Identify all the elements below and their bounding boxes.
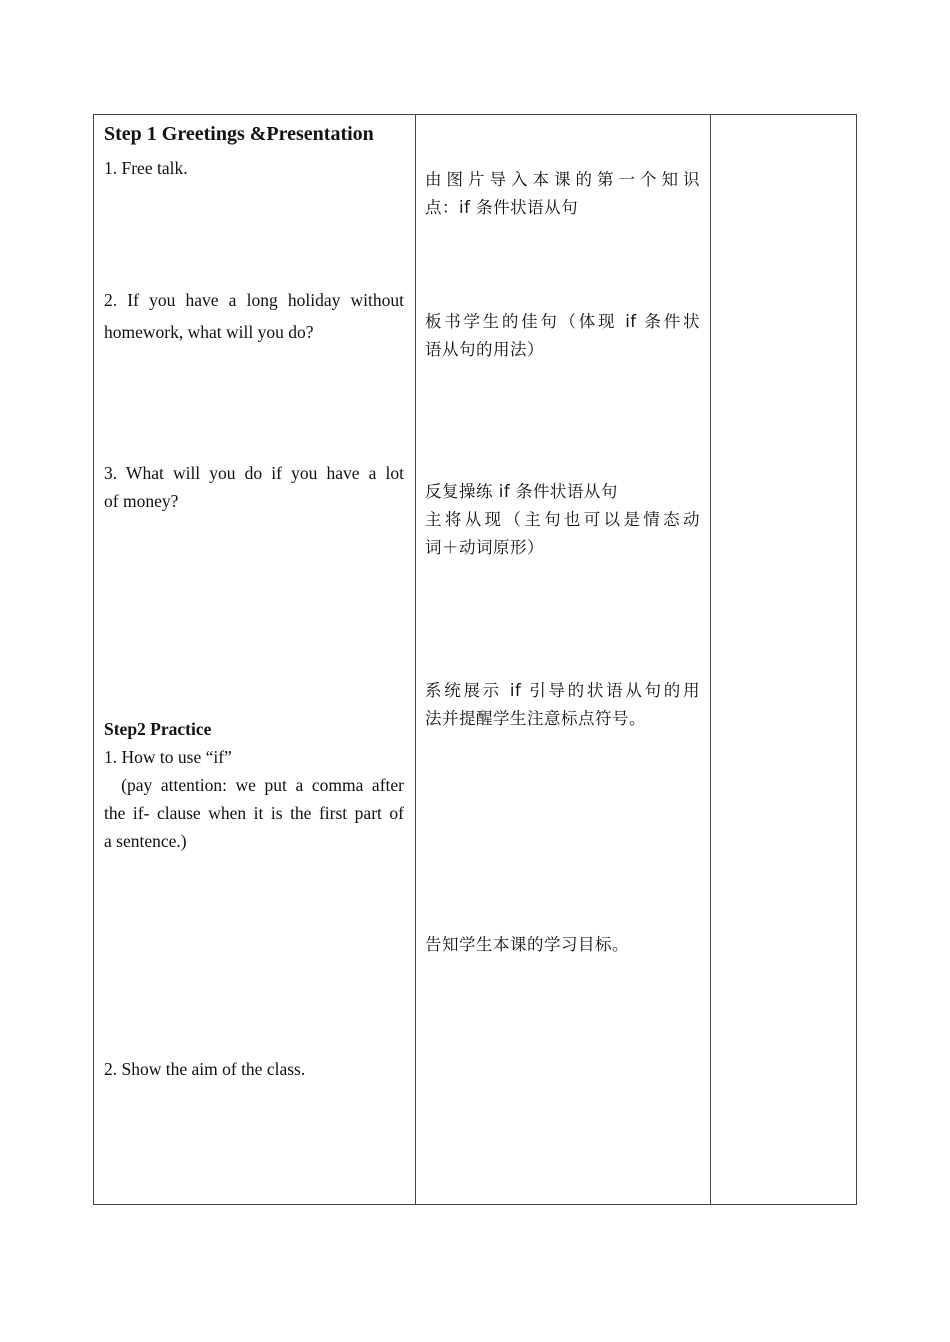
column-divider	[710, 115, 711, 1204]
how-to-use-if-line2: (pay attention: we put a comma after	[104, 775, 404, 795]
question-holiday-line1: 2. If you have a long holiday without	[104, 290, 404, 310]
question-money-line2: of money?	[104, 491, 179, 511]
note-usage-line2: 法并提醒学生注意标点符号。	[425, 709, 646, 728]
free-talk-item: 1. Free talk.	[104, 158, 188, 178]
how-to-use-if-line3: the if- clause when it is the first part of	[104, 803, 404, 823]
question-holiday-line2: homework, what will you do?	[104, 322, 314, 342]
how-to-use-if-line4: a sentence.)	[104, 831, 187, 851]
lesson-plan-table	[93, 114, 857, 1205]
step1-heading: Step 1 Greetings &Presentation	[104, 123, 374, 145]
question-money-line1: 3. What will you do if you have a lot	[104, 463, 404, 483]
note-intro-line1: 由图片导入本课的第一个知识	[425, 170, 700, 189]
note-aim: 告知学生本课的学习目标。	[425, 935, 629, 954]
step2-heading: Step2 Practice	[104, 719, 212, 739]
note-board-line1: 板书学生的佳句（体现 if 条件状	[425, 312, 700, 331]
note-drill-line3: 词＋动词原形）	[425, 538, 544, 557]
note-drill-line2: 主将从现（主句也可以是情态动	[425, 510, 700, 529]
note-board-line2: 语从句的用法）	[425, 340, 544, 359]
how-to-use-if-line1: 1. How to use “if”	[104, 747, 232, 767]
column-divider	[415, 115, 416, 1204]
show-aim-item: 2. Show the aim of the class.	[104, 1059, 306, 1079]
note-usage-line1: 系统展示 if 引导的状语从句的用	[425, 681, 700, 700]
note-intro-line2: 点：if 条件状语从句	[425, 198, 579, 217]
note-drill-line1: 反复操练 if 条件状语从句	[425, 482, 618, 501]
